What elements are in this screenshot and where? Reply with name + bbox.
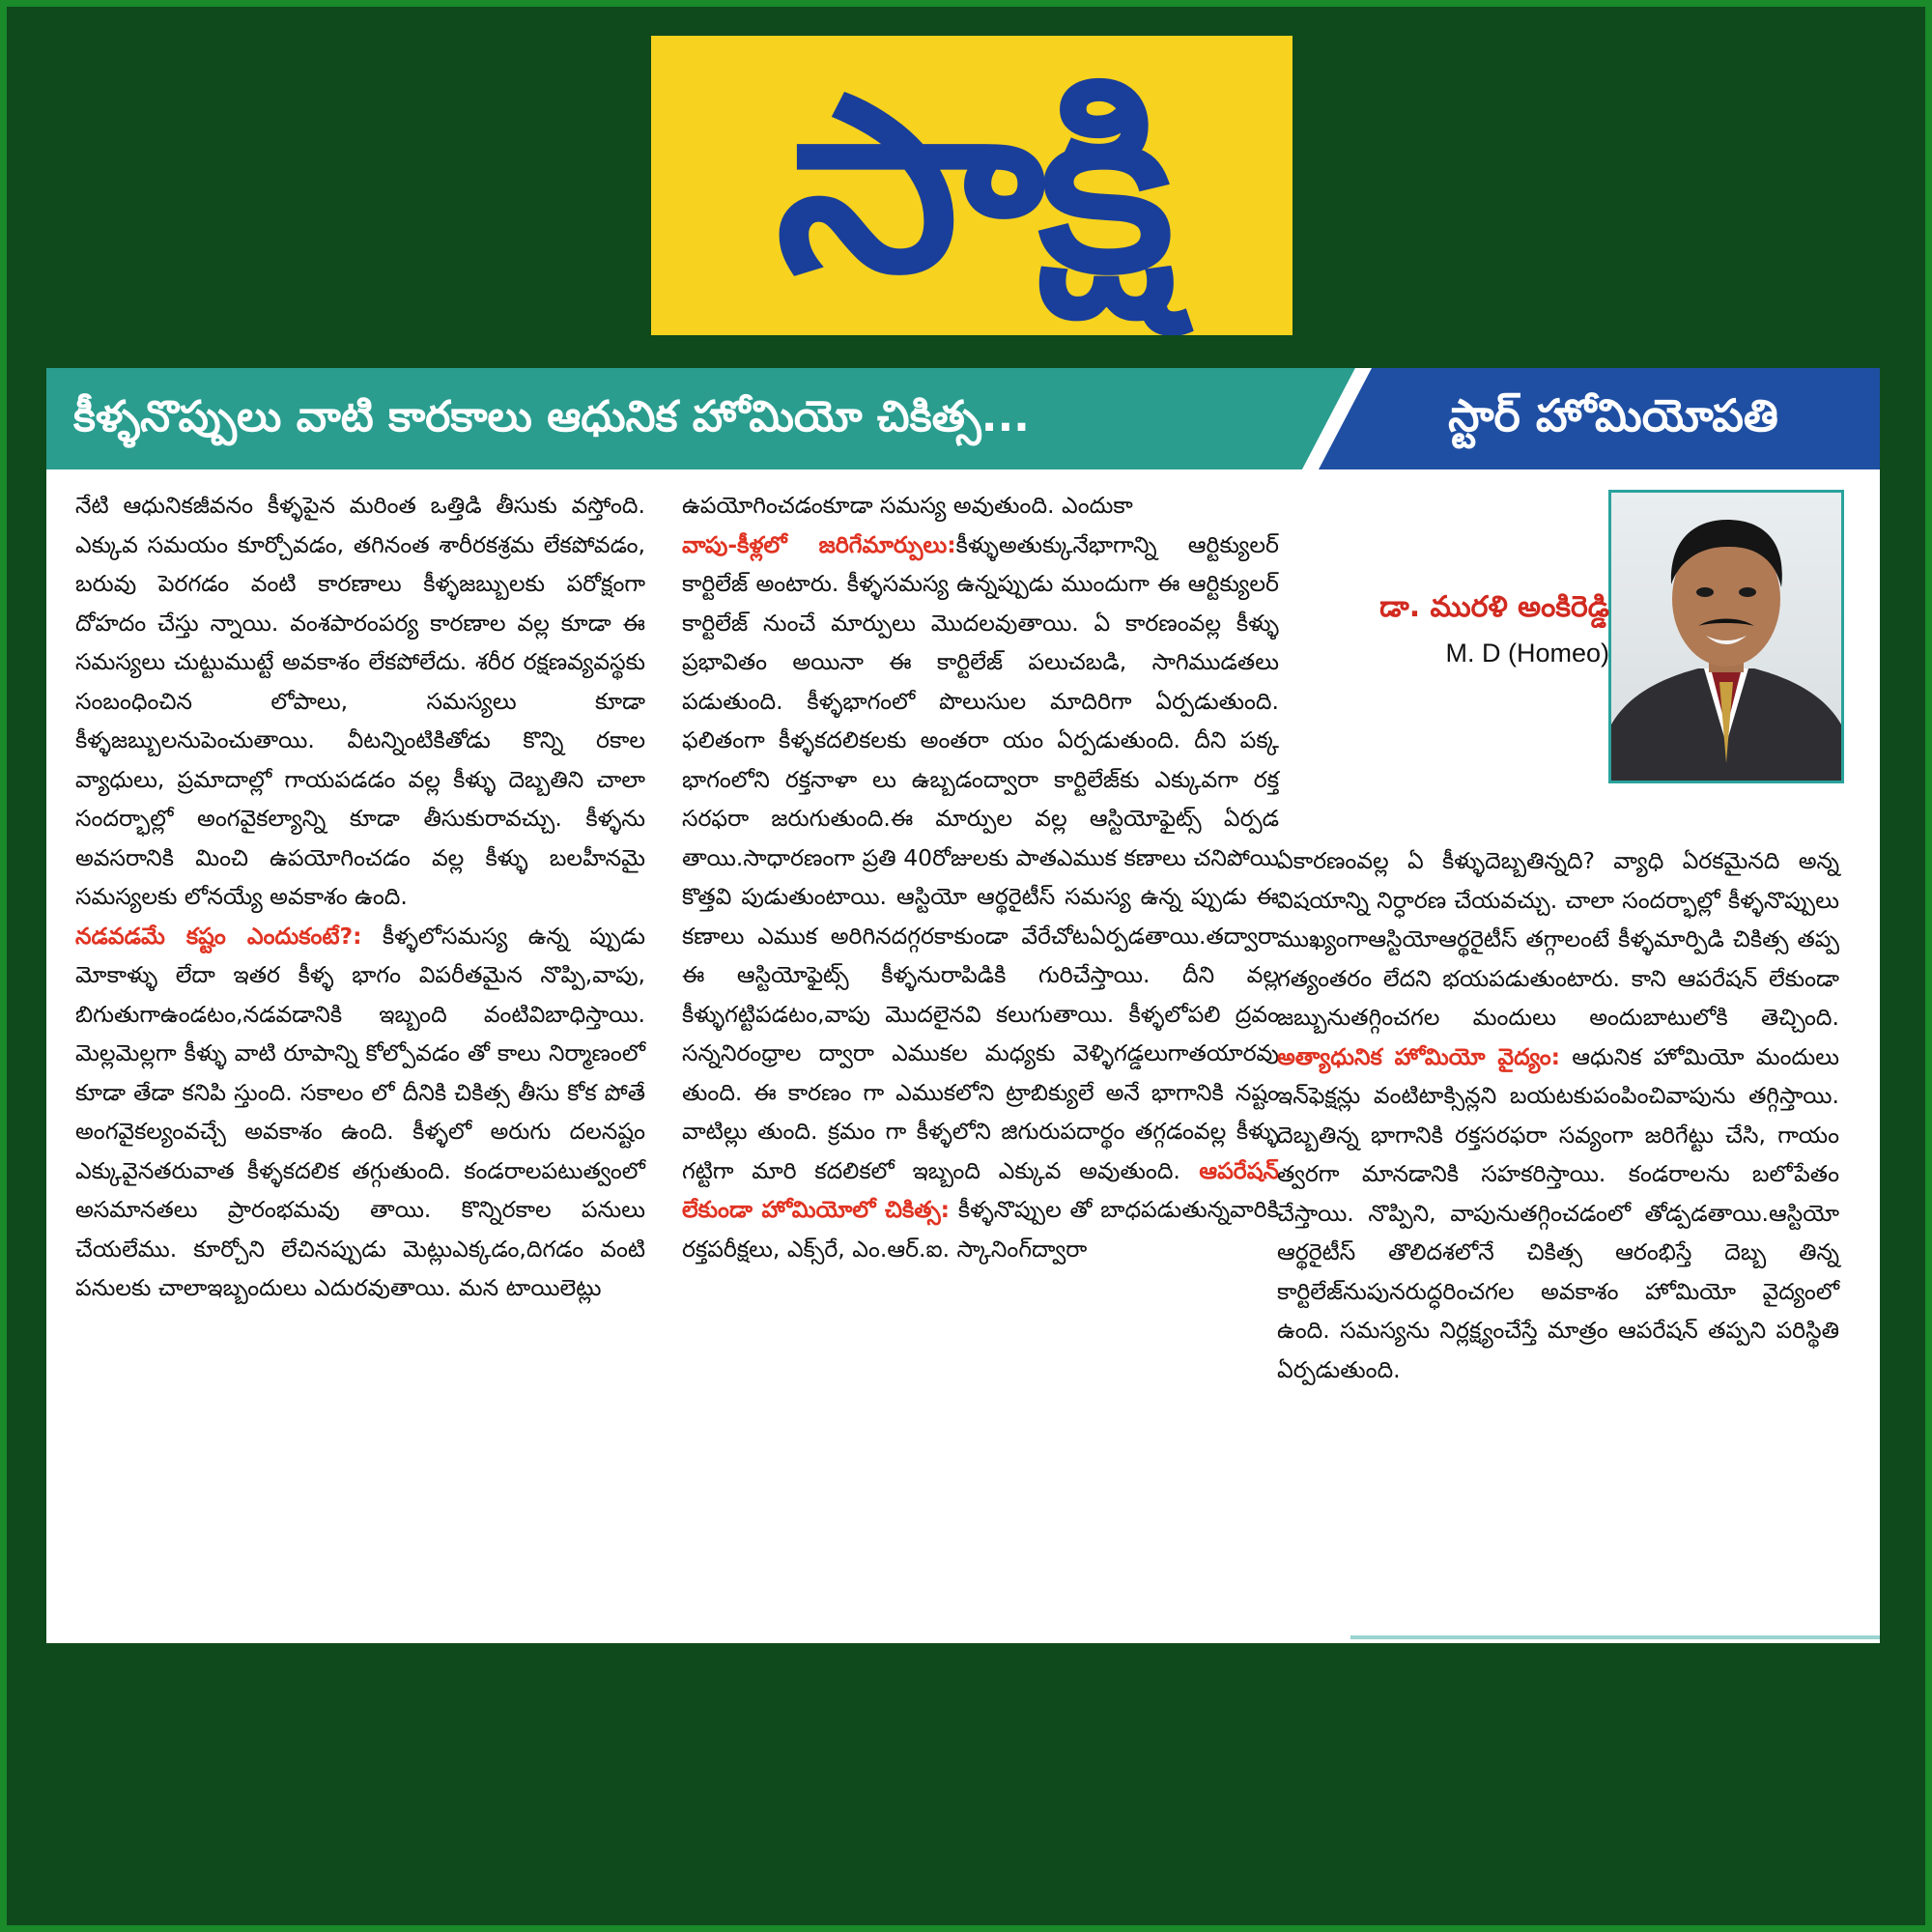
paragraph-text: కీళ్ళలోసమస్య ఉన్న ప్పుడు మోకాళ్ళు లేదా ఇతర కీళ్ళ భాగం విపరీతమైన నొప్పి,వాపు, బిగుతుగాఉండటం,నడవడానికి ఇబ్బంది వంటివిబాధిస్తాయి. మెల్లమెల్లగా కీళ్ళు వాటి రూపాన్ని కోల్పోవడం తో కాలు నిర్మాణంలో కూడా తేడా కనిపి స్తుంది. సకాలం లో దీనికి చికిత్స తీసు కోక పోతే అంగవైకల్యంవచ్చే అవకాశం ఉంది. కీళ్ళలో అరుగు దలనష్టం ఎక్కువైనతరువాత కీళ్ళకదలిక తగ్గుతుంది. కండరాలపటుత్వంలో అసమానతలు ప్రారంభమవు తాయి. కొన్నిరకాల పనులు చేయలేము. కూర్చోని లేచినప్పుడు మెట్లుఎక్కడం,దిగడం వంటి పనులకు చాలాఇబ్బందులు ఎదురవుతాయి. మన టాయిలెట్లు bbox=[75, 922, 645, 1301]
doctor-portrait-icon bbox=[1611, 493, 1841, 781]
paragraph-text: ఆధునిక హోమియో మందులు ఇన్‌ఫెక్షన్లు వంటిటాక్సిన్లని బయటకుపంపించివాపును తగ్గిస్తాయి. దెబ్బతిన్న భాగానికి రక్తసరఫరా సవ్యంగా జరిగేట్టు చేసి, గాయం త్వరగా మానడానికి సహకరిస్తాయి. కండరాలను బలోపేతం చేస్తాయి. నొప్పిని, వాపునుతగ్గించడంలో తోడ్పడతాయి.ఆస్టియో ఆర్థరైటీస్ తొలిదశలోనే చికిత్స ఆరంభిస్తే దెబ్బ తిన్న కార్టిలేజ్‌నుపునరుద్ధరించగల అవకాశం హోమియో వైద్యంలో ఉంది. సమస్యను నిర్లక్ష్యంచేస్తే మాత్రం ఆపరేషన్ తప్పని పరిస్థితి ఏర్పడుతుంది. bbox=[1277, 1042, 1839, 1383]
paragraph-text: ఉపయోగించడంకూడా సమస్య అవుతుంది. ఎందుకా bbox=[682, 492, 1133, 519]
article-clipping bbox=[46, 368, 1880, 1643]
subheading: వాపు-కీళ్లలో జరిగేమార్పులు: bbox=[682, 530, 956, 558]
column-1 bbox=[75, 486, 645, 1308]
paragraph-text: కీళ్ళుఅతుక్కునేభాగాన్ని ఆర్టిక్యులర్ కార్టిలేజ్ అంటారు. కీళ్ళసమస్య ఉన్నప్పుడు ముందుగా ఈ ఆర్టిక్యులర్ కార్టిలేజ్ నుంచే మార్పులు మొదలవుతాయి. ఏ కారణంవల్ల కీళ్ళు ప్రభావితం అయినా ఈ కార్టిలేజ్ పలుచబడి, సాగిముడతలు పడుతుంది. కీళ్ళభాగంలో పొలుసుల మాదిరిగా ఏర్పడుతుంది. ఫలితంగా కీళ్ళకదలికలకు అంతరా యం ఏర్పడుతుంది. దీని పక్క భాగంలోని రక్తనాళా లు ఉబ్బడంద్వారా కార్టిలేజ్‌కు ఎక్కువగా రక్త సరఫరా జరుగుతుంది.ఈ మార్పుల వల్ల ఆస్టియోఫైట్స్ ఏర్పడ తాయి.సాధారణంగా ప్రతి 40రోజులకు పాతఎముక కణాలు చనిపోయి కొత్తవి పుడుతుంటాయి. ఆస్టియో ఆర్థరైటీస్ సమస్య ఉన్న ప్పుడు ఈ కణాలు ఎముక అరిగినదగ్గరకాకుండా వేరేచోటఏర్పడతాయి.తద్వారా ఈ ఆస్టియోఫైట్స్ కీళ్ళనురాపిడికి గురిచేస్తాయి. దీని వల్ల కీళ్ళుగట్టిపడటం,వాపు మొదలైనవి కలుగుతాయి. కీళ్ళలోపలి ద్రవం సన్ననిరంధ్రాల ద్వారా ఎముకల మధ్యకు వెళ్ళిగడ్డలుగాతయారవు తుంది. ఈ కారణం గా ఎముకలోని ట్రాబిక్యులే అనే భాగానికి నష్టం వాటిల్లు తుంది. క్రమం గా కీళ్ళలోని జిగురుపదార్థం తగ్గడంవల్ల కీళ్ళు గట్టిగా మారి కదలికలో ఇబ్బంది ఎక్కువ అవుతుంది. bbox=[682, 530, 1279, 1184]
article-headline: కీళ్ళనొప్పులు వాటి కారకాలు ఆధునిక హోమియో చికిత్స... bbox=[73, 392, 1030, 441]
paragraph-text: కీళ్ళనొప్పుల తో బాధపడుతున్నవారికి రక్తపరీక్షలు, ఎక్స్‌రే, ఎం.ఆర్.ఐ. స్కానింగ్‌ద్వారా bbox=[682, 1196, 1279, 1263]
subheading: ఆపరేషన్ లేకుండా హోమియోలో చికిత్స: bbox=[682, 1156, 1279, 1223]
doctor-portrait-photo bbox=[1608, 490, 1844, 783]
paragraph-text: ఏకారణంవల్ల ఏ కీళ్ళుదెబ్బతిన్నది? వ్యాధి ఏరకమైనది అన్న విషయాన్ని నిర్ధారణ చేయవచ్చు. చాలా సందర్భాల్లో కీళ్ళనొప్పులు ముఖ్యంగాఆస్టియోఆర్థరైటీస్ తగ్గాలంటే కీళ్ళమార్పిడి చికిత్స తప్ప గత్యంతరం లేదని భయపడుతుంటారు. కాని ఆపరేషన్ లేకుండా జబ్బునుతగ్గించగల మందులు అందుబాటులోకి తెచ్చింది. bbox=[1277, 847, 1839, 1031]
paragraph-text: నేటి ఆధునికజీవనం కీళ్ళపైన మరింత ఒత్తిడి తీసుకు వస్తోంది. ఎక్కువ సమయం కూర్చోవడం, తగినంత శారీరకశ్రమ లేకపోవడం, బరువు పెరగడం వంటి కారణాలు కీళ్ళజబ్బులకు పరోక్షంగా దోహదం చేస్తు న్నాయి. వంశపారంపర్య కారణాల వల్ల కూడా ఈ సమస్యలు చుట్టుముట్టే అవకాశం లేకపోలేదు. శరీర రక్షణవ్యవస్థకు సంబంధించిన లోపాలు, సమస్యలు కూడా కీళ్ళజబ్బులనుపెంచుతాయి. వీటన్నింటికితోడు కొన్ని రకాల వ్యాధులు, ప్రమాదాల్లో గాయపడడం వల్ల కీళ్ళు దెబ్బతిని చాలా సందర్భాల్లో అంగవైకల్యాన్ని కూడా తీసుకురావచ్చు. కీళ్ళను అవసరానికి మించి ఉపయోగించడం వల్ల కీళ్ళు బలహీనమై సమస్యలకు లోనయ్యే అవకాశం ఉంది. bbox=[75, 492, 645, 910]
decorative-rule bbox=[1350, 1635, 1880, 1639]
subheading: నడవడమే కష్టం ఎందుకంటే?: bbox=[75, 922, 362, 950]
column-3 bbox=[1277, 841, 1839, 1389]
doctor-name: డా. మురళి అంకిరెడ్డి bbox=[1379, 590, 1609, 624]
section-title: స్టార్ హోమియోపతి bbox=[1448, 389, 1778, 441]
doctor-degree: M. D (Homeo) bbox=[1445, 639, 1609, 668]
column-2 bbox=[682, 486, 1279, 1268]
logo-text: సాక్షి bbox=[775, 44, 1169, 326]
headline-band bbox=[46, 368, 1880, 469]
subheading: అత్యాధునిక హోమియో వైద్యం: bbox=[1277, 1042, 1561, 1070]
newspaper-logo bbox=[651, 36, 1293, 335]
